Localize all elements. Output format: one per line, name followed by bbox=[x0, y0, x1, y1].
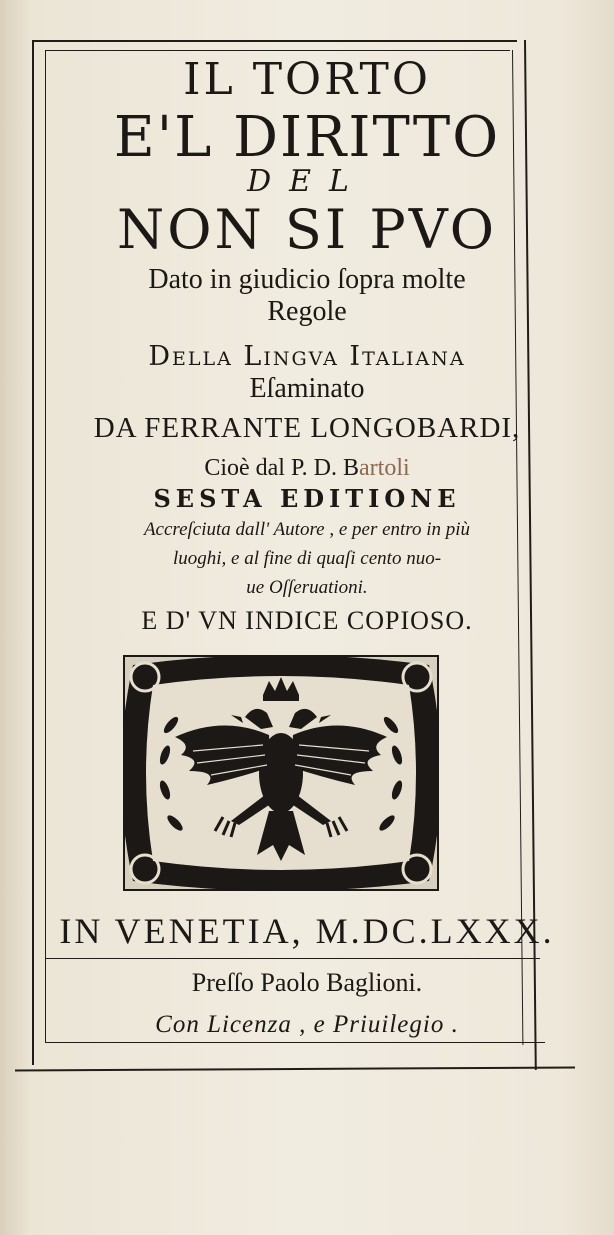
author-identity-printed: Cioè dal P. D. B bbox=[204, 455, 360, 481]
title-line-3: DEL bbox=[247, 164, 367, 199]
inner-frame-bottom bbox=[45, 1042, 545, 1043]
title-line-1: IL TORTO bbox=[183, 54, 431, 105]
author-identity-line bbox=[0, 456, 614, 480]
subtitle-line-4: Eſaminato bbox=[249, 373, 365, 404]
edition-note-line-1: Accreſciuta dall' Autore , e per entro in più bbox=[143, 519, 471, 540]
imprint-license: Con Licenza , e Priuilegio . bbox=[155, 1011, 459, 1038]
title-line-4: NON SI PVO bbox=[116, 198, 498, 261]
subtitle-line-2: Regole bbox=[267, 296, 347, 327]
edition-note-line-2: luoghi, e al fine di quaſi cento nuo- bbox=[172, 548, 442, 569]
imprint-place-date: IN VENETIA, M.DC.LXXX. bbox=[59, 911, 555, 951]
author-line: DA FERRANTE LONGOBARDI, bbox=[93, 412, 521, 444]
subtitle-line-3: Della Lingva Italiana bbox=[148, 341, 466, 372]
imprint-divider bbox=[45, 958, 540, 959]
edition-line: SESTA EDITIONE bbox=[153, 484, 461, 513]
author-identity-handwritten: artoli bbox=[359, 455, 410, 481]
index-line: E D' VN INDICE COPIOSO. bbox=[141, 606, 473, 635]
inner-frame-left bbox=[45, 50, 46, 1042]
subtitle-line-1: Dato in giudicio ſopra molte bbox=[148, 264, 466, 295]
outer-frame-top bbox=[32, 40, 517, 42]
edition-note-line-3: ue Oſſeruationi. bbox=[246, 577, 368, 598]
imprint-printer: Preſſo Paolo Baglioni. bbox=[191, 968, 423, 997]
title-line-2: E'L DIRITTO bbox=[113, 105, 501, 170]
inner-frame-top bbox=[45, 50, 510, 51]
printers-device-eagle-icon bbox=[123, 655, 439, 891]
